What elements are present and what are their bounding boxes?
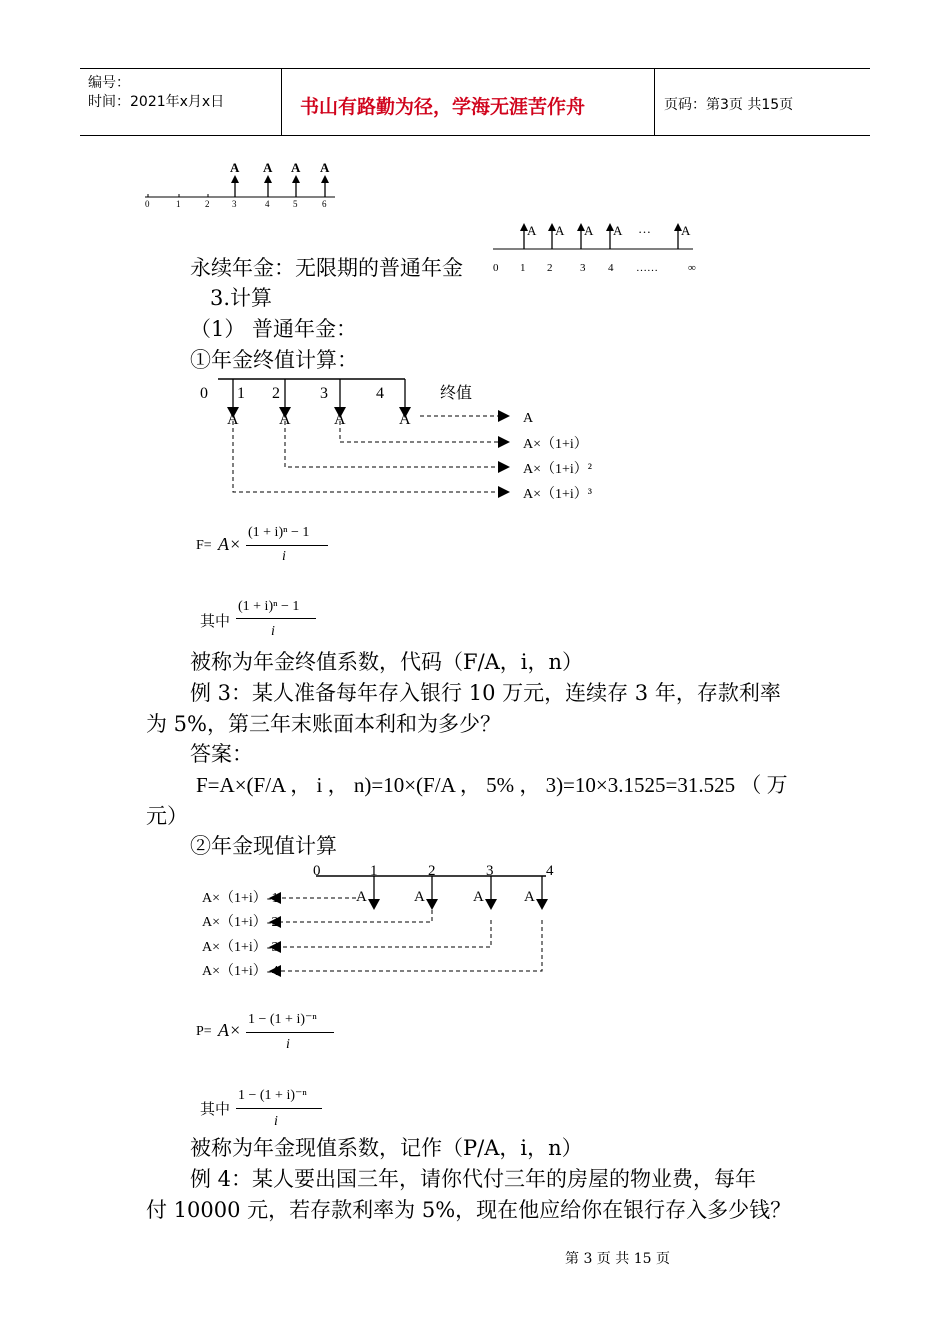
pv-payment-arrow-head	[485, 899, 497, 910]
pv-connector-2	[281, 903, 432, 922]
qizhong-denominator-2: i	[274, 1114, 278, 1129]
answer-line-1: F=A×(F/A ， i ， n)=10×(F/A ， 5% ， 3)=10×3.1525=31.525 （ 万	[196, 773, 788, 797]
pv-fraction-bar	[246, 1032, 334, 1033]
pv-payment-label: A	[524, 889, 535, 905]
perpetuity-annuity-label: A	[584, 223, 594, 238]
perpetuity-period-label: 2	[547, 262, 553, 274]
pv-result-label: A×（1+i）-3	[202, 940, 279, 955]
future-value-diagram	[190, 376, 610, 506]
pv-qizhong	[196, 1084, 366, 1134]
fv-arrowhead-3	[498, 461, 510, 473]
qizhong-numerator-2: 1 − (1 + i)⁻ⁿ	[238, 1088, 307, 1103]
header-bottom-rule	[80, 135, 870, 136]
perpetuity-diagram	[488, 215, 713, 277]
pv-result-label: A×（1+i）-1	[202, 891, 279, 906]
timeline-annuity-arrow-head	[231, 175, 239, 183]
perpetuity-period-label: 0	[493, 262, 499, 274]
section-3-heading: 3.计算	[210, 286, 273, 310]
pv-period-label: 1	[370, 863, 378, 879]
timeline-annuity-arrow-head	[264, 175, 272, 183]
timeline-tick-label: 3	[232, 199, 237, 209]
timeline-annuity-arrow-head	[292, 175, 300, 183]
fv-denominator: i	[282, 549, 286, 564]
timeline-annuity-label: A	[320, 160, 330, 175]
timeline-tick-label: 1	[176, 199, 181, 209]
timeline-tick-label: 6	[322, 199, 327, 209]
pv-times-a: A×	[218, 1020, 242, 1040]
header-divider-right	[654, 68, 655, 136]
perpetuity-annuity-label: A	[613, 223, 623, 238]
perpetuity-period-label: ……	[636, 262, 658, 274]
timeline-tick-label: 4	[265, 199, 270, 209]
pv-period-label: 2	[428, 863, 436, 879]
pv-period-label: 3	[486, 863, 494, 879]
example-3-line-2: 为 5%，第三年末账面本利和为多少？	[146, 712, 501, 736]
fv-prefix: F=	[196, 538, 212, 553]
pv-payment-arrow-head	[368, 899, 380, 910]
timeline-tick-label: 2	[205, 199, 210, 209]
timeline-annuity-label: A	[291, 160, 301, 175]
header-motto: 书山有路勤为径，学海无涯苦作舟	[300, 96, 586, 118]
pv-payment-label: A	[473, 889, 484, 905]
timeline-tick-label: 5	[293, 199, 298, 209]
qizhong-numerator-1: (1 + i)ⁿ − 1	[238, 599, 300, 614]
time-label: 时间：2021年x月x日	[88, 94, 225, 110]
qizhong-fraction-bar-2	[236, 1108, 322, 1109]
fv-result-label: A	[523, 411, 534, 426]
fv-period-label: 2	[272, 385, 280, 402]
answer-label: 答案：	[190, 742, 253, 766]
pv-denominator: i	[286, 1037, 290, 1052]
example-3-line-1: 例 3：某人准备每年存入银行 10 万元，连续存 3 年，存款利率	[190, 681, 781, 705]
fv-numerator: (1 + i)ⁿ − 1	[248, 525, 310, 540]
fv-result-label: A×（1+i）²	[523, 462, 592, 477]
fv-fraction-bar	[246, 545, 328, 546]
pv-payment-label: A	[414, 889, 425, 905]
example-4-line-2: 付 10000 元，若存款利率为 5%，现在他应给你在银行存入多少钱？	[146, 1198, 792, 1222]
pv-prefix: P=	[196, 1024, 212, 1039]
qizhong-label-1: 其中	[200, 614, 231, 630]
pv-connector-4	[281, 920, 542, 971]
perpetuity-annuity-label: A	[681, 223, 691, 238]
perpetuity-period-label: ∞	[688, 262, 696, 274]
answer-line-2: 元）	[146, 804, 188, 828]
pv-numerator: 1 − (1 + i)⁻ⁿ	[248, 1012, 317, 1027]
timeline-annuity-label: A	[230, 160, 240, 175]
example-4-line-1: 例 4：某人要出国三年，请你代付三年的房屋的物业费，每年	[190, 1167, 757, 1191]
perpetuity-period-label: 1	[520, 262, 526, 274]
qizhong-label-2: 其中	[200, 1102, 231, 1118]
serial-label: 编号：	[88, 75, 130, 91]
fv-connector-4	[233, 421, 498, 492]
pv-period-label: 4	[546, 863, 554, 879]
qizhong-fraction-bar-1	[236, 618, 316, 619]
present-value-diagram	[196, 858, 576, 983]
fv-heading: 终值	[440, 385, 473, 402]
header-top-rule	[80, 68, 870, 69]
qizhong-denominator-1: i	[271, 624, 275, 639]
fv-coefficient-text: 被称为年金终值系数，代码（F/A，i，n）	[190, 650, 584, 674]
fv-arrowhead-1	[498, 410, 510, 422]
fv-period-label: 0	[200, 385, 208, 402]
pv-coefficient-text: 被称为年金现值系数，记作（P/A，i，n）	[190, 1136, 583, 1160]
fv-period-label: 1	[237, 385, 245, 402]
future-value-heading: ①年金终值计算：	[190, 348, 358, 372]
perpetuity-period-label: 3	[580, 262, 586, 274]
ordinary-annuity-heading: （1） 普通年金：	[190, 317, 358, 341]
perpetuity-annuity-label: A	[555, 223, 565, 238]
fv-connector-3	[285, 421, 498, 467]
fv-formula	[196, 522, 356, 572]
fv-qizhong	[196, 596, 356, 646]
timeline-tick-label: 0	[145, 199, 150, 209]
pv-formula	[196, 1008, 366, 1058]
fv-connector-2	[340, 421, 498, 442]
pv-result-label: A×（1+i）-4	[202, 964, 279, 979]
perpetuity-annuity-label: A	[527, 223, 537, 238]
fv-payment-label: A	[279, 411, 291, 428]
fv-payment-label: A	[399, 411, 411, 428]
fv-result-label: A×（1+i）³	[523, 487, 592, 502]
fv-arrowhead-2	[498, 436, 510, 448]
pv-payment-label: A	[356, 889, 367, 905]
pv-payment-arrow-head	[536, 899, 548, 910]
pv-period-label: 0	[313, 863, 321, 879]
timeline-annuity-arrow-head	[321, 175, 329, 183]
fv-period-label: 3	[320, 385, 328, 402]
pv-connector-3	[281, 920, 491, 947]
perpetuity-dots: …	[638, 221, 651, 236]
fv-period-label: 4	[376, 385, 384, 402]
perpetuity-definition: 永续年金：无限期的普通年金	[190, 256, 463, 280]
page-footer: 第 3 页 共 15 页	[565, 1251, 670, 1267]
present-value-heading: ②年金现值计算	[190, 834, 337, 858]
fv-times-a: A×	[218, 534, 242, 554]
fv-payment-label: A	[334, 411, 346, 428]
fv-result-label: A×（1+i）	[523, 437, 588, 452]
pv-result-label: A×（1+i）-2	[202, 915, 279, 930]
deferred-annuity-timeline	[140, 155, 340, 215]
timeline-annuity-label: A	[263, 160, 273, 175]
header-divider-left	[281, 68, 282, 136]
page-info: 页码：第3页 共15页	[664, 97, 794, 113]
fv-payment-label: A	[227, 411, 239, 428]
perpetuity-period-label: 4	[608, 262, 614, 274]
fv-arrowhead-4	[498, 486, 510, 498]
